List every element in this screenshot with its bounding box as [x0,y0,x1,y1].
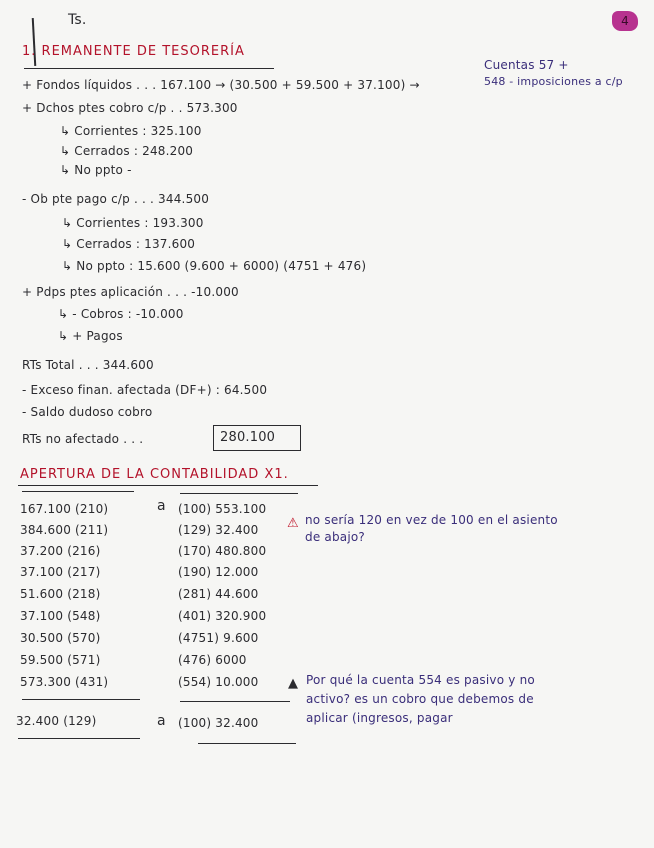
journal-top-rule-right [180,493,298,494]
journal-mid-rule-right [180,701,290,702]
note1-line1: no sería 120 en vez de 100 en el asiento [305,513,558,527]
note2-line2: activo? es un cobro que debemos de [306,692,534,706]
line-dchos-no-ppto: ↳ No ppto - [60,163,132,177]
credit-entry-9: (554) 10.000 [178,675,259,689]
journal-bottom-rule-right [198,743,296,744]
line-ob-corrientes: ↳ Corrientes : 193.300 [62,216,204,230]
credit-entry-1: (100) 553.100 [178,502,267,516]
debit-entry-8: 59.500 (571) [20,653,101,667]
section1-title: 1. REMANENTE DE TESORERÍA [22,44,245,59]
credit-entry-3: (170) 480.800 [178,544,267,558]
line-ob-cerrados: ↳ Cerrados : 137.600 [62,237,196,251]
section2-title: APERTURA DE LA CONTABILIDAD X1. [20,467,289,482]
credit-entry-7: (4751) 9.600 [178,631,259,645]
line-dchos-ptes-cobro: + Dchos ptes cobro c/p . . 573.300 [22,101,238,115]
line-saldo-dudoso-cobro: - Saldo dudoso cobro [22,405,153,419]
line-exceso-financiacion: - Exceso finan. afectada (DF+) : 64.500 [22,383,268,397]
result-box-value: 280.100 [220,430,276,445]
line-ob-pte-pago: - Ob pte pago c/p . . . 344.500 [22,192,210,206]
journal-bottom-rule-left [18,738,140,739]
line-fondos-liquidos: + Fondos líquidos . . . 167.100 → (30.500 + 59.500 + 37.100) → [22,78,420,92]
line-pdps-cobros: ↳ - Cobros : -10.000 [58,307,184,321]
debit-entry-6: 37.100 (548) [20,609,101,623]
line-dchos-cerrados: ↳ Cerrados : 248.200 [60,144,194,158]
journal-mid-rule-left [22,699,140,700]
credit-entry-5: (281) 44.600 [178,587,259,601]
note1-line2: de abajo? [305,530,365,544]
debit-entry-5: 51.600 (218) [20,587,101,601]
warning-dark-icon: ▲ [288,676,299,691]
page-number-badge: 4 [612,11,638,31]
section1-title-underline [24,68,274,69]
credit-entry-8: (476) 6000 [178,653,247,667]
line-ob-no-ppto: ↳ No ppto : 15.600 (9.600 + 6000) (4751 + 476) [62,259,367,273]
debit-entry-9: 573.300 (431) [20,675,109,689]
line-dchos-corrientes: ↳ Corrientes : 325.100 [60,124,202,138]
second-entry-debit: 32.400 (129) [16,714,97,728]
a-label-1: a [157,498,166,514]
line-pdps-pagos: ↳ + Pagos [58,329,123,343]
ts-label: Ts. [68,12,87,28]
debit-entry-3: 37.200 (216) [20,544,101,558]
line-rts-total: RTs Total . . . 344.600 [22,358,154,372]
a-label-2: a [157,713,166,729]
debit-entry-7: 30.500 (570) [20,631,101,645]
second-entry-credit: (100) 32.400 [178,716,259,730]
side-note-line2: 548 - imposiciones a c/p [484,75,623,88]
debit-entry-1: 167.100 (210) [20,502,109,516]
credit-entry-2: (129) 32.400 [178,523,259,537]
section2-title-underline [18,485,318,486]
note2-line3: aplicar (ingresos, pagar [306,711,453,725]
line-pdps-ptes-aplicacion: + Pdps ptes aplicación . . . -10.000 [22,285,239,299]
side-note-line1: Cuentas 57 + [484,58,569,72]
line-rts-no-afectado: RTs no afectado . . . [22,432,144,446]
credit-entry-6: (401) 320.900 [178,609,267,623]
journal-top-rule-left [22,491,134,492]
credit-entry-4: (190) 12.000 [178,565,259,579]
warning-red-icon: ⚠ [287,516,299,531]
debit-entry-2: 384.600 (211) [20,523,109,537]
note2-line1: Por qué la cuenta 554 es pasivo y no [306,673,535,687]
debit-entry-4: 37.100 (217) [20,565,101,579]
